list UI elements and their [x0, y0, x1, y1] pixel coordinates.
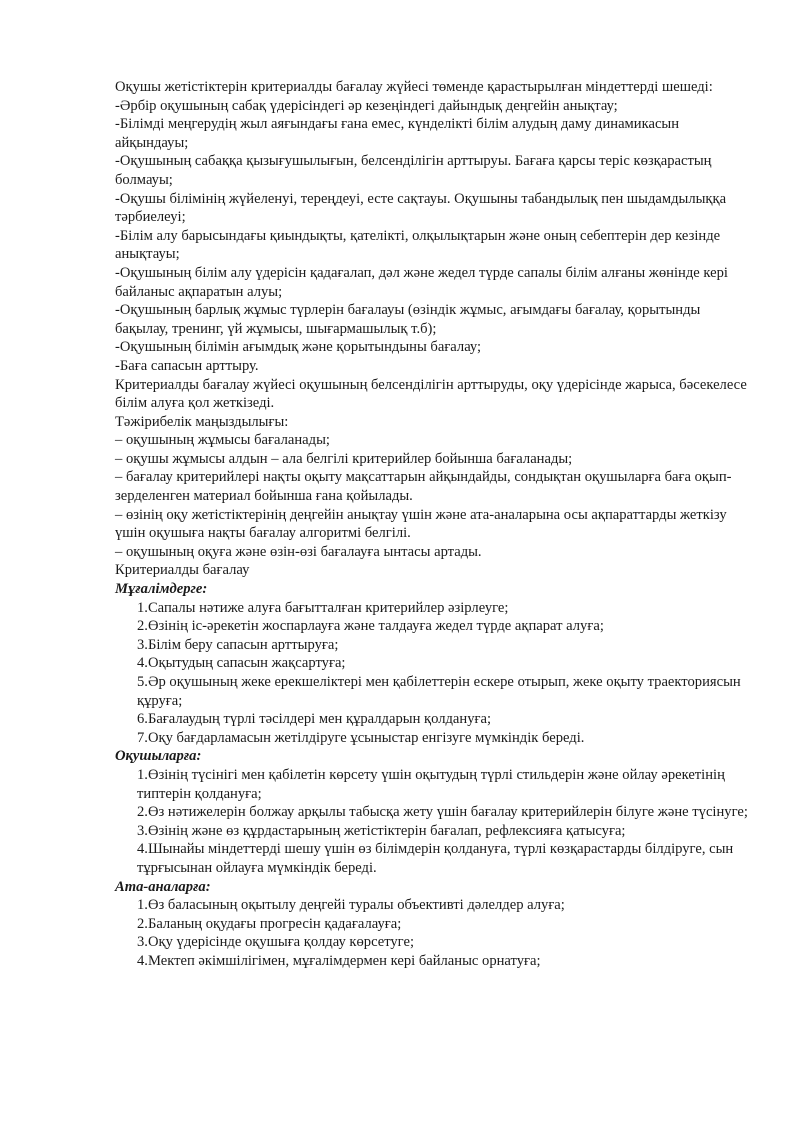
students-list-item: 4.Шынайы міндеттерді шешу үшін өз білімдерін қолдануға, түрлі көзқарастарды білдіруге, сын тұрғысынан ойлауға мүмкіндік береді. [137, 841, 734, 876]
significance-item: – оқушының жұмысы бағаланады; [115, 432, 330, 449]
parents-list-item: 1.Өз баласының оқытылу деңгейі туралы объективті дәлелдер алуға; [137, 897, 565, 914]
significance-item: – оқушының оқуға және өзін-өзі бағалауға ынтасы артады. [115, 543, 482, 560]
parents-list-item: 3.Оқу үдерісінде оқушыға қолдау көрсетуге; [137, 934, 415, 951]
teachers-list-item: 6.Бағалаудың түрлі тәсілдері мен құралдарын қолдануға; [137, 711, 492, 728]
task-item: -Білімді меңгерудің жыл аяғындағы ғана емес, күнделікті білім алудың даму динамикасын айқындауы; [115, 116, 680, 151]
task-item: -Оқушының сабаққа қызығушылығын, белсенділігін арттыруы. Бағаға қарсы теріс көзқарастың болмауы; [115, 153, 712, 188]
task-item: -Оқушының білімін ағымдық және қорытындыны бағалау; [115, 339, 482, 356]
intro-paragraph: Оқушы жетістіктерін критериалды бағалау жүйесі төменде қарастырылған міндеттерді шешеді: [115, 79, 713, 95]
teachers-list-item: 1.Сапалы нәтиже алуға бағытталған критерийлер әзірлеуге; [137, 599, 509, 616]
students-list-item: 2.Өз нәтижелерін болжау арқылы табысқа жету үшін бағалау критерийлерін білуге және түсінуге; [137, 804, 748, 821]
teachers-list-item: 3.Білім беру сапасын арттыруға; [137, 636, 339, 653]
significance-item: – бағалау критерийлері нақты оқыту мақсаттарын айқындайды, сондықтан оқушыларға баға оқып- зерделенген материал бойынша ғана қойылады. [115, 469, 732, 505]
teachers-list-item: 7.Оқу бағдарламасын жетілдіруге ұсыныстар енгізуге мүмкіндік береді. [137, 729, 585, 746]
task-item: -Баға сапасын арттыру. [115, 357, 259, 374]
teachers-list-item: 5.Әр оқушының жеке ерекшеліктері мен қабілеттерін ескере отырып, жеке оқыту траекториясын құруға; [137, 674, 741, 709]
parents-list-item: 2.Баланың оқудағы прогресін қадағалауға; [137, 915, 402, 932]
teachers-heading: Мұғалімдерге: [115, 581, 208, 598]
task-item: -Әрбір оқушының сабақ үдерісіндегі әр кезеңіндегі дайындық деңгейін анықтау; [115, 97, 618, 114]
significance-item: – өзінің оқу жетістіктерінің деңгейін анықтау үшін және ата-аналарына осы ақпараттарды жеткізу үшін оқушыға нақты бағалау алгоритмі белгілі. [115, 506, 727, 542]
document-page [115, 78, 755, 971]
parents-list-item: 4.Мектеп әкімшілігімен, мұғалімдермен кері байланыс орнатуға; [137, 952, 541, 969]
task-item: -Оқушының білім алу үдерісін қадағалап, дәл және жедел түрде сапалы білім алғаны жөнінде кері байланыс ақпаратын алуы; [115, 264, 728, 300]
significance-item: – оқушы жұмысы алдын – ала белгілі критерийлер бойынша бағаланады; [115, 450, 573, 467]
teachers-list-item: 2.Өзінің іс-әрекетін жоспарлауға және талдауға жедел түрде ақпарат алуға; [137, 618, 604, 635]
task-item: -Оқушы білімінің жүйеленуі, тереңдеуі, есте сақтауы. Оқушыны табандылық пен шыдамдылыққа тәрбиелеуі; [115, 190, 727, 226]
practical-significance-heading: Тәжірибелік маңыздылығы: [115, 413, 289, 430]
teachers-list-item: 4.Оқытудың сапасын жақсартуға; [137, 655, 346, 672]
students-heading: Оқушыларға: [115, 748, 202, 765]
parents-heading: Ата-аналарға: [115, 878, 211, 895]
students-list-item: 3.Өзінің және өз құрдастарының жетістіктерін бағалап, рефлексияға қатысуға; [137, 822, 626, 839]
students-list-item: 1.Өзінің түсінігі мен қабілетін көрсету үшін оқытудың түрлі стильдерін және ойлау әрекетінің типтерін қолдануға; [137, 766, 725, 802]
summary-paragraph: Критериалды бағалау жүйесі оқушының белсенділігін арттыруды, оқу үдерісінде жарыса, бәсекелесе білім алуға қол жеткізеді. [115, 376, 747, 412]
task-item: -Білім алу барысындағы қиындықты, қателікті, олқылықтарын және оның себептерін дер кезінде анықтауы; [115, 227, 721, 263]
task-item: -Оқушының барлық жұмыс түрлерін бағалауы (өзіндік жұмыс, ағымдағы бағалау, қорытынды бақылау, тренинг, үй жұмысы, шығармашылық т.б); [115, 302, 701, 337]
criteria-assessment-heading: Критериалды бағалау [115, 562, 250, 579]
